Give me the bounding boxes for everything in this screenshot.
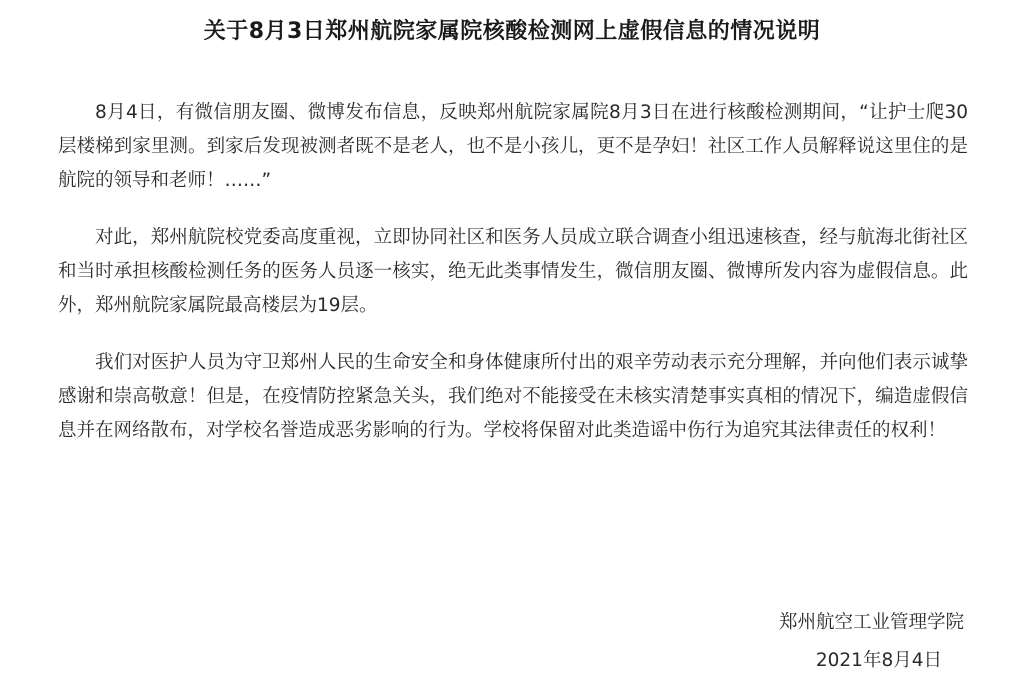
signature-block	[779, 604, 964, 680]
document-body	[58, 96, 968, 471]
signature-organization: 郑州航空工业管理学院	[778, 612, 964, 633]
signature-date: 2021年8月4日	[815, 650, 942, 671]
paragraph-2: 对此，郑州航院校党委高度重视，立即协同社区和医务人员成立联合调查小组迅速核查，经与航海北街社区和当时承担核酸检测任务的医务人员逐一核实，绝无此类事情发生，微信朋友圈、微博所发内容为虚假信息。此外，郑州航院家属院最高楼层为19层。	[58, 227, 968, 316]
document-title: 关于8月3日郑州航院家属院核酸检测网上虚假信息的情况说明	[203, 19, 821, 44]
paragraph-3: 我们对医护人员为守卫郑州人民的生命安全和身体健康所付出的艰辛劳动表示充分理解，并向他们表示诚挚感谢和崇高敬意！但是，在疫情防控紧急关头，我们绝对不能接受在未核实清楚事实真相的情况下，编造虚假信息并在网络散布，对学校名誉造成恶劣影响的行为。学校将保留对此类造谣中伤行为追究其法律责任的权利！	[58, 352, 968, 441]
paragraph-1: 8月4日，有微信朋友圈、微博发布信息，反映郑州航院家属院8月3日在进行核酸检测期间，“让护士爬30层楼梯到家里测。到家后发现被测者既不是老人，也不是小孩儿，更不是孕妇！社区工作人员解释说这里住的是航院的领导和老师！……”	[58, 102, 968, 191]
